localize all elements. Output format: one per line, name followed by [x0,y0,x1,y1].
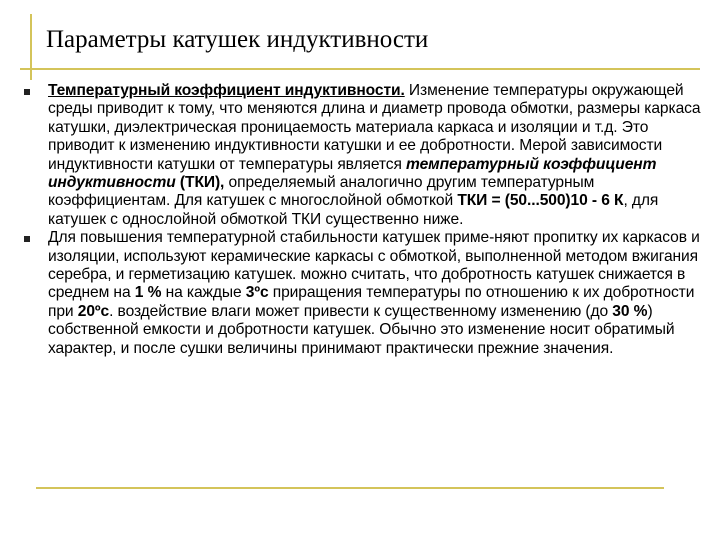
bullet-text: на каждые [161,284,246,302]
bullet-value: 20ºс [77,302,110,320]
bullet-text: Изменение температуры окружающей среды приводит к тому, что меняются длина и диаметр провода обмотки, размеры каркаса катушки, диэлектрическая проницаемость материала каркаса и изоляции и т.д. Это приводит к изменению индуктивности катушки и ее добротности. Мерой зависимости индуктивности катушки от температуры является [48,82,701,173]
slide-title: Параметры катушек индуктивности [46,26,429,53]
square-bullet-icon [24,89,30,95]
bullet-text: , для катушек с однослойной обмоткой ТКИ существенно ниже. [48,192,659,228]
bottom-divider [36,487,664,489]
bullet-item-temperature-coefficient [22,82,706,229]
title-accent-vertical-line [30,14,32,80]
bullet-text: ) собственной емкости и добротности катушек. Обычно это изменение носит обратимый характер, и после сушки величины принимают практически прежние значения. [48,302,675,357]
bullet-text: определяемый аналогично другим температурным коэффициентам. Для катушек с многослойной обмоткой [48,174,595,210]
bullet-list [22,82,706,358]
bullet-formula: ТКИ = (50...500)10 - 6 К [457,192,624,210]
bullet-text: приращения температуры по отношению к их добротности при [48,284,695,320]
square-bullet-icon [24,236,30,242]
bullet-abbreviation: (ТКИ), [175,174,225,192]
bullet-heading: Температурный коэффициент индуктивности. [48,82,405,99]
bullet-term: температурный коэффициент индуктивности [48,155,657,192]
bullet-text: Для повышения температурной стабильности катушек приме-няют пропитку их каркасов и изоляции, используют керамические каркасы с обмоткой, выполненной методом вжигания серебра, и герметизацию катушек. можно считать, что добротность катушек снижается в среднем на [48,229,700,302]
title-underline [20,68,700,70]
bullet-value: 1 % [134,284,162,302]
bullet-text: . воздействие влаги может привести к существенному изменению (до [109,302,613,320]
bullet-value: 3ºс [245,284,269,302]
bullet-value: 30 % [612,302,648,320]
bullet-item-temperature-stability [22,229,706,358]
